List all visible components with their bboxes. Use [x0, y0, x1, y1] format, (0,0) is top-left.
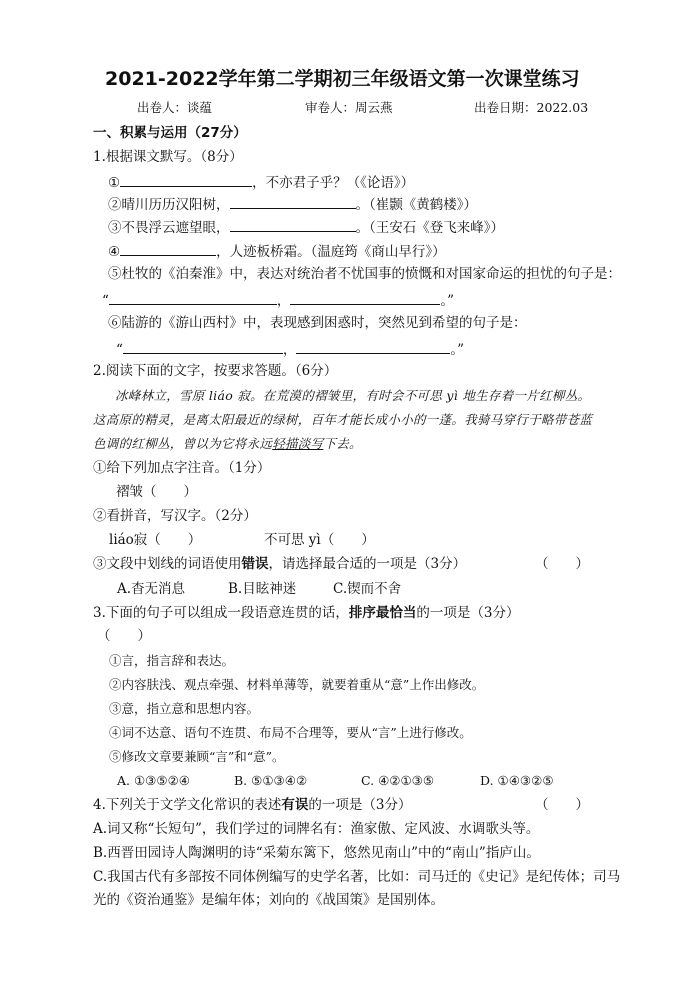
q2-passage-line-2: 这高原的精灵，是离太阳最近的绿树，百年才能长成小小的一蓬。我骑马穿行于略带苍蓝	[93, 412, 593, 427]
quote-open: “	[116, 342, 123, 358]
q1-prompt: 1.根据课文默写。（8分）	[93, 149, 243, 165]
underlined-phrase: 轻描淡写	[272, 436, 324, 451]
section-heading: 一、积累与运用（27分）	[93, 125, 247, 141]
q1-item-2-tail: 。（崔颢《黄鹤楼》）	[355, 197, 477, 213]
quote-close: 。”	[440, 293, 455, 309]
passage-text: 色调的红柳丛，曾以为它将永远	[93, 436, 273, 451]
comma: ，	[276, 293, 291, 309]
q1-item-3-head: ③不畏浮云遮望眼，	[108, 220, 230, 236]
q2-sub1-prompt: ①给下列加点字注音。（1分）	[93, 460, 271, 476]
q3-item-5: ⑤修改文章要兼顾“言”和“意”。	[109, 749, 285, 764]
q1-item-4	[108, 241, 446, 261]
answer-blank[interactable]	[109, 290, 277, 305]
q3-answer-paren[interactable]: （ ）	[97, 628, 151, 644]
q1-item-3	[108, 217, 504, 237]
q2-sub3-answer-paren[interactable]: （ ）	[535, 556, 589, 572]
prompt-text: ，请选择最合适的一项是（3分）	[268, 556, 467, 572]
q1-item-1-tail: ，不亦君子乎？（《论语》）	[252, 175, 415, 191]
reviewer-label: 审卷人：周云燕	[305, 100, 393, 115]
q1-item-6-text: ⑥陆游的《游山西村》中，表现感到困惑时，突然见到希望的句子是：	[108, 315, 527, 331]
emphasis-text: 错误	[241, 556, 269, 572]
answer-blank[interactable]	[230, 217, 356, 232]
exam-title: 2021-2022学年第二学期初三年级语文第一次课堂练习	[105, 68, 580, 90]
q3-option-c[interactable]: C. ④②①③⑤	[361, 773, 435, 788]
answer-blank[interactable]	[296, 339, 450, 354]
q1-item-1	[108, 172, 414, 192]
q1-item-5-text: ⑤杜牧的《泊秦淮》中，表达对统治者不忧国事的愤慨和对国家命运的担忧的句子是：	[108, 266, 621, 282]
prompt-text: 4.下列关于文学文化常识的表述	[93, 797, 282, 813]
date-label: 出卷日期：2022.03	[474, 100, 589, 115]
answer-blank[interactable]	[120, 241, 216, 256]
q1-item-2	[108, 194, 477, 214]
answer-blank[interactable]	[123, 339, 283, 354]
q3-option-a[interactable]: A. ①③⑤②④	[117, 773, 191, 788]
q2-option-b[interactable]: B.目眩神迷	[228, 581, 297, 597]
q3-item-2: ②内容肤浅、观点牵强、材料单薄等，就要着重从“意”上作出修改。	[109, 677, 485, 692]
q1-item-2-head: ②晴川历历汉阳树，	[108, 197, 230, 213]
q1-item-5-answer	[102, 290, 454, 310]
answer-blank[interactable]	[230, 194, 356, 209]
q3-item-4: ④词不达意、语句不连贯、布局不合理等，要从“言”上进行修改。	[109, 725, 472, 740]
q3-option-d[interactable]: D. ①④③②⑤	[480, 773, 554, 788]
q4-option-c-line-2[interactable]: 光的《资治通鉴》是编年体；刘向的《战国策》是国别体。	[93, 892, 444, 908]
q4-option-b[interactable]: B.西晋田园诗人陶渊明的诗“采菊东篱下，悠然见南山”中的“南山”指庐山。	[93, 845, 540, 861]
q1-item-4-tail: ，人迹板桥霜。（温庭筠《商山早行》）	[216, 244, 446, 260]
q2-sub1-item: 褶皱（ ）	[116, 484, 197, 500]
q2-passage-line-1: 冰峰林立，雪原 liáo 寂。在荒漠的褶皱里，有时会不可思 yì 地生存着一片红柳丛。	[115, 388, 591, 403]
prompt-text: 3.下面的句子可以组成一段语意连贯的话，	[93, 605, 349, 621]
q3-item-1: ①言，指言辞和表达。	[109, 653, 235, 668]
q2-sub2-prompt: ②看拼音，写汉字。（2分）	[93, 508, 257, 524]
prompt-text: ③文段中划线的词语使用	[93, 556, 242, 572]
answer-blank[interactable]	[120, 172, 252, 187]
q2-option-a[interactable]: A.杳无消息	[117, 581, 186, 597]
q4-option-c-line-1[interactable]: C.我国古代有多部按不同体例编写的史学名著，比如：司马迁的《史记》是纪传体；司马	[93, 869, 621, 885]
emphasis-text: 有误	[281, 797, 309, 813]
q2-passage-line-3	[93, 435, 362, 453]
quote-close: 。”	[450, 342, 465, 358]
emphasis-text: 排序最恰当	[348, 605, 417, 621]
q2-prompt: 2.阅读下面的文字，按要求答题。（6分）	[93, 363, 338, 379]
q3-item-3: ③意，指立意和思想内容。	[109, 701, 260, 716]
q2-sub2-item-a: liáo寂（ ）	[109, 532, 202, 548]
answer-blank[interactable]	[290, 290, 440, 305]
quote-open: “	[102, 293, 109, 309]
q4-prompt	[93, 796, 411, 814]
comma: ，	[282, 342, 297, 358]
q2-sub3-prompt	[93, 555, 466, 573]
author-label: 出卷人：谈蕴	[137, 100, 213, 115]
q3-prompt	[93, 604, 519, 622]
q4-answer-paren[interactable]: （ ）	[535, 797, 589, 813]
q3-option-b[interactable]: B. ⑤①③④②	[234, 773, 308, 788]
q1-item-3-tail: 。（王安石《登飞来峰》）	[355, 220, 504, 236]
q4-option-a[interactable]: A.词又称“长短句”，我们学过的词牌名有：渔家傲、定风波、水调歌头等。	[93, 821, 540, 837]
q1-item-4-num: ④	[108, 244, 121, 260]
q1-item-1-num: ①	[108, 175, 121, 191]
prompt-text: 的一项是（3分）	[416, 605, 520, 621]
q2-sub2-item-b: 不可思 yì（ ）	[264, 532, 375, 548]
q2-option-c[interactable]: C.锲而不舍	[333, 581, 402, 597]
passage-text: 下去。	[323, 436, 362, 451]
q1-item-6-answer	[116, 339, 464, 359]
prompt-text: 的一项是（3分）	[308, 797, 412, 813]
